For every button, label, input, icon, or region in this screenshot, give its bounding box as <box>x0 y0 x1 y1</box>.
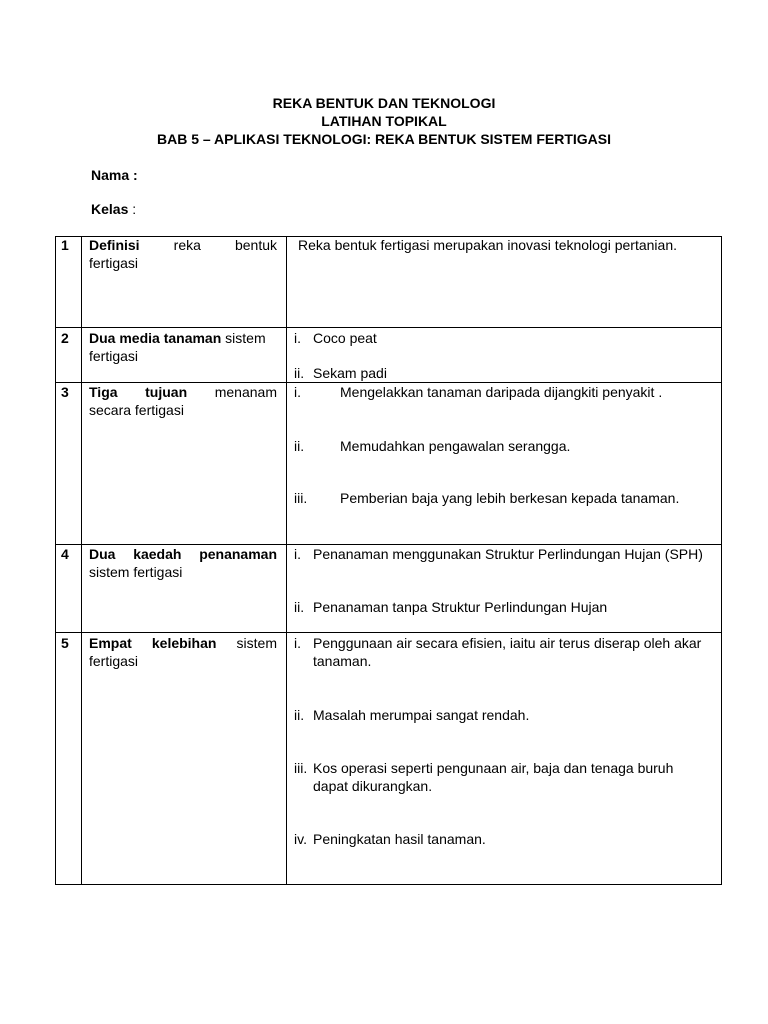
nama-label: Nama : <box>91 167 138 183</box>
answer-item <box>294 329 708 347</box>
item-marker: ii. <box>294 438 305 454</box>
chapter-title: BAB 5 – APLIKASI TEKNOLOGI: REKA BENTUK SISTEM FERTIGASI <box>157 131 611 147</box>
item-marker: i. <box>294 330 301 346</box>
row-question <box>89 383 277 419</box>
item-text: Penggunaan air secara efisien, iaitu air terus diserap oleh akar tanaman. <box>313 635 702 669</box>
row-number: 2 <box>61 330 69 346</box>
row-answer: Reka bentuk fertigasi merupakan inovasi teknologi pertanian. <box>298 237 678 253</box>
question-keyword: Dua media tanaman <box>89 330 222 346</box>
question-text: sistem <box>221 330 266 346</box>
answer-item <box>294 545 708 563</box>
kelas-label: Kelas <box>91 201 129 217</box>
table-rule <box>81 236 82 885</box>
item-text: Memudahkan pengawalan serangga. <box>340 438 571 454</box>
row-number: 4 <box>61 546 69 562</box>
item-text: Pemberian baja yang lebih berkesan kepada tanaman. <box>340 490 680 506</box>
item-marker: i. <box>294 635 301 651</box>
question-keyword: Tiga tujuan <box>89 384 188 400</box>
nama-field <box>91 166 138 184</box>
item-marker: i. <box>294 384 301 400</box>
answer-item <box>294 437 708 455</box>
row-question <box>89 545 277 581</box>
question-keyword: Dua kaedah penanaman <box>89 546 277 562</box>
question-line: sistem fertigasi <box>89 564 183 580</box>
row-question <box>89 634 277 670</box>
item-marker: iii. <box>294 490 308 506</box>
row-question <box>89 329 277 365</box>
item-text: Penanaman tanpa Struktur Perlindungan Hujan <box>313 599 608 615</box>
kelas-colon: : <box>128 201 137 217</box>
answer-item <box>294 634 708 670</box>
item-marker: iv. <box>294 831 307 847</box>
question-line: secara fertigasi <box>89 402 184 418</box>
item-text: Penanaman menggunakan Struktur Perlindungan Hujan (SPH) <box>313 546 703 562</box>
table-rule <box>286 236 287 885</box>
item-text: Peningkatan hasil tanaman. <box>313 831 486 847</box>
row-question <box>89 236 277 272</box>
question-line <box>89 383 277 401</box>
question-keyword: Definisi <box>89 237 140 253</box>
question-text: sistem <box>236 635 277 651</box>
row-number: 1 <box>61 237 69 253</box>
doc-title: REKA BENTUK DAN TEKNOLOGI <box>272 95 496 111</box>
question-text: menanam <box>214 384 277 400</box>
answer-item <box>294 364 708 382</box>
item-text: Kos operasi seperti pengunaan air, baja dan tenaga buruh dapat dikurangkan. <box>313 760 674 794</box>
item-marker: ii. <box>294 707 305 723</box>
item-text: Masalah merumpai sangat rendah. <box>313 707 530 723</box>
question-line: fertigasi <box>89 653 139 669</box>
question-line <box>89 634 277 652</box>
table-rule <box>55 632 722 633</box>
item-text: Sekam padi <box>313 365 387 381</box>
answer-item <box>294 759 708 795</box>
item-text: Coco peat <box>313 330 377 346</box>
question-text: reka bentuk <box>173 237 277 253</box>
item-marker: ii. <box>294 365 305 381</box>
table-rule <box>55 884 722 885</box>
answer-item <box>294 598 708 616</box>
row-number: 5 <box>61 635 69 651</box>
kelas-field <box>91 200 136 218</box>
answer-item <box>294 830 708 848</box>
question-line <box>89 236 277 254</box>
table-rule <box>55 327 722 328</box>
row-number: 3 <box>61 384 69 400</box>
answer-item <box>294 383 708 401</box>
table-rule <box>721 236 722 885</box>
item-marker: i. <box>294 546 301 562</box>
answer-item <box>294 706 708 724</box>
item-text: Mengelakkan tanaman daripada dijangkiti penyakit . <box>340 384 663 400</box>
item-marker: ii. <box>294 599 305 615</box>
item-marker: iii. <box>294 760 308 776</box>
question-keyword: Empat kelebihan <box>89 635 217 651</box>
question-line <box>89 329 277 347</box>
question-line: fertigasi <box>89 348 139 364</box>
question-line: fertigasi <box>89 255 139 271</box>
doc-subtitle: LATIHAN TOPIKAL <box>321 113 447 129</box>
answer-item <box>294 489 708 507</box>
question-line <box>89 545 277 563</box>
table-rule <box>55 236 56 885</box>
